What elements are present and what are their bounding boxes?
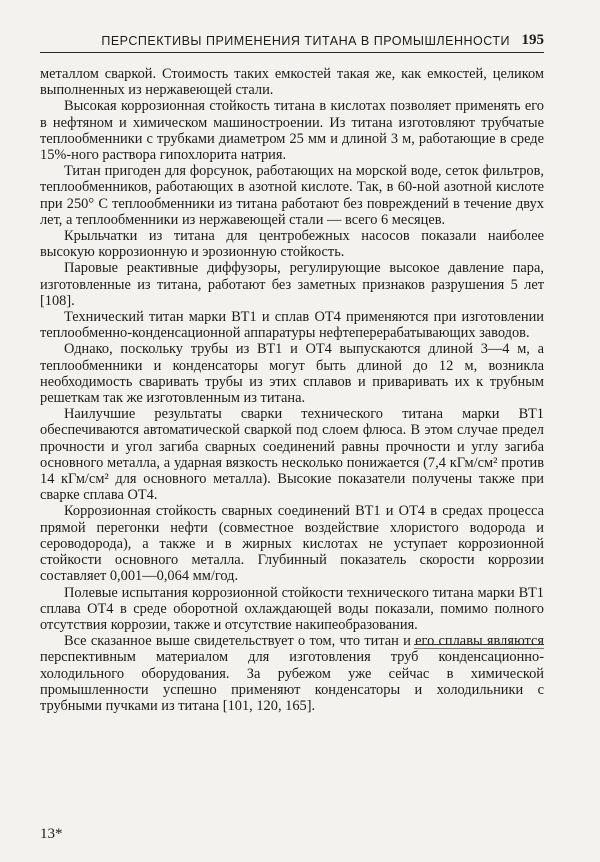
page-header [40, 28, 544, 53]
paragraph-1: металлом сваркой. Стоимость таких емкостей такая же, как емкостей, целиком выполненных из нержавеющей стали. [40, 66, 544, 99]
paragraph-5: Паровые реактивные диффузоры, регулирующие высокое давление пара, изготовленные из титана, работают без заметных признаков разрушения 5 лет [108]. [40, 260, 544, 309]
paragraph-2: Высокая коррозионная стойкость титана в кислотах позволяет применять его в нефтяном и химическом машиностроении. Из титана изготовляют трубчатые теплообменники с трубками диаметром 25 мм и длиной 3 м, работающие в среде 15%-ного раствора гипохлорита натрия. [40, 98, 544, 164]
paragraph-10: Полевые испытания коррозионной стойкости технического титана марки ВТ1 сплава ОТ4 в среде оборотной охлаждающей воды показали, помимо полного отсутствия коррозии, также и отсутствие накипеобразования. [40, 584, 544, 633]
paragraph-9: Коррозионная стойкость сварных соединений ВТ1 и ОТ4 в средах процесса прямой перегонки нефти (совместное воздействие хлористого водорода и сероводорода), а также и в жирных кислотах не уступает коррозионной стойкости основного металла. Глубинный показатель скорости коррозии составляет 0,001—0,064 мм/год. [40, 503, 544, 585]
paragraph-7: Однако, поскольку трубы из ВТ1 и ОТ4 выпускаются длиной 3—4 м, а теплообменники и конденсаторы могут быть длиной до 12 м, возникла необходимость сваривать трубы из этих сплавов и приваривать их к трубным решеткам так же изготовленным из титана. [40, 341, 544, 407]
paragraph-4: Крыльчатки из титана для центробежных насосов показали наиболее высокую коррозионную и эрозионную стойкость. [40, 228, 544, 261]
end-rule [414, 644, 544, 645]
end-rule-thin [414, 648, 544, 649]
paragraph-3: Титан пригоден для форсунок, работающих на морской воде, сеток фильтров, теплообменников, работающих в азотной кислоте. Так, в 60-ной азотной кислоте при 250° С теплообменники из титана работают без повреждений в течение двух лет, а теплообменники из нержавеющей стали — всего 6 месяцев. [40, 163, 544, 228]
paragraph-11: Все сказанное выше свидетельствует о том, что титан и его сплавы являются перспективным материалом для изготовления труб конденсационно-холодильного оборудования. За рубежом уже сейчас в химической промышленности успешно применяют конденсаторы и холодильники с трубными пучками из титана [101, 120, 165]. [40, 633, 544, 714]
running-head: ПЕРСПЕКТИВЫ ПРИМЕНЕНИЯ ТИТАНА В ПРОМЫШЛЕННОСТИ [101, 34, 510, 48]
page-number: 195 [521, 32, 544, 48]
signature-mark: 13* [40, 826, 63, 842]
body-text [40, 66, 544, 714]
paragraph-8: Наилучшие результаты сварки технического титана марки ВТ1 обеспечиваются автоматической сваркой под слоем флюса. В этом случае предел прочности и угол загиба сварных соединений равны прочности и углу загиба основного металла, а ударная вязкость несколько понижается (7,4 кГм/см² против 14 кГм/см² для основного металла). Высокие показатели получены также при сварке сплава ОТ4. [40, 406, 544, 504]
paragraph-6: Технический титан марки ВТ1 и сплав ОТ4 применяются при изготовлении теплообменно-конденсационной аппаратуры нефтеперерабатывающих заводов. [40, 309, 544, 342]
